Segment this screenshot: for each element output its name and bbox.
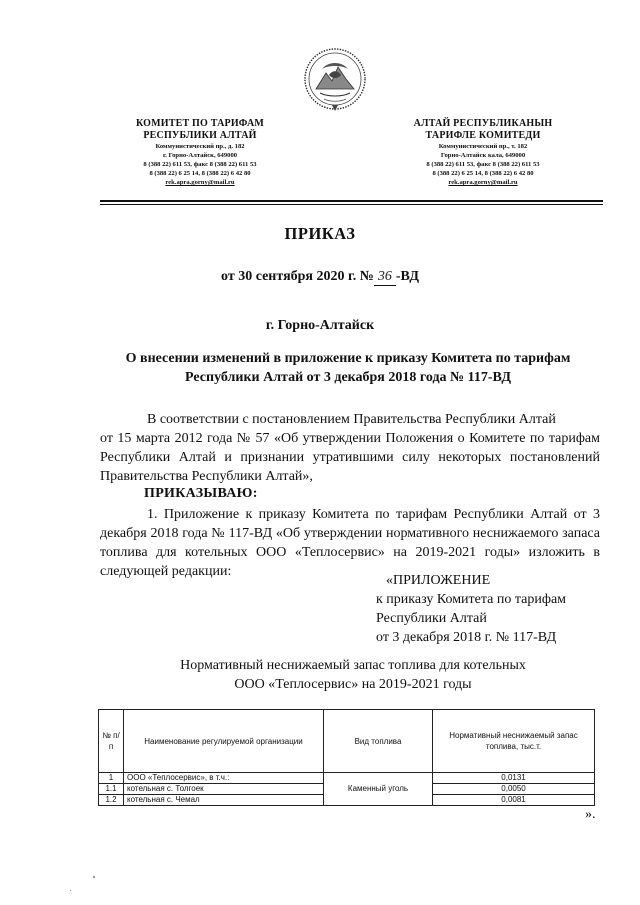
appendix-title: «ПРИЛОЖЕНИЕ [386,573,491,588]
preamble-paragraph [100,410,600,486]
order-date-prefix: от 30 сентября 2020 г. № [221,269,374,284]
org-phone2: 8 (388 22) 6 25 14, 8 (388 22) 6 42 80 [149,170,251,177]
preamble-line1: В соответствии с постановлением Правительства Республики Алтай [147,412,556,427]
org-name-line2: РЕСПУБЛИКИ АЛТАЙ [143,130,257,141]
row-value: 0,0131 [433,773,595,784]
org-address2: Горно-Алтайск кала, 649000 [440,152,526,159]
letterhead-divider-thick [100,200,603,202]
row-num: 1.2 [99,795,124,806]
org-phone1: 8 (388 22) 611 53, факс 8 (388 22) 611 53 [143,161,257,168]
org-address2: г. Горно-Алтайск, 649000 [162,152,238,159]
header-value: Нормативный неснижаемый запас топлива, тыс.т. [433,710,595,773]
row-value: 0,0050 [433,784,595,795]
table-header-row [99,710,595,773]
item-1-paragraph [100,505,600,581]
letterhead-divider-thin [100,204,603,205]
appendix-header [376,571,606,647]
city: г. Горно-Алтайск [265,318,375,333]
header-num: № п/п [99,710,124,773]
org-name-line1: АЛТАЙ РЕСПУБЛИКАНЫН [413,118,553,129]
org-address1: Коммунистический пр., т. 182 [438,143,528,150]
row-name: ООО «Теплосервис», в т.ч.: [124,773,324,784]
closing-quote-mark: ». [585,807,596,822]
fuel-type-cell: Каменный уголь [324,773,433,806]
letterhead-left [100,118,300,187]
org-name-line2: ТАРИФЛЕ КОМИТЕДИ [425,130,541,141]
coat-of-arms-emblem [302,45,368,117]
org-address1: Коммунистический пр., д. 182 [155,143,245,150]
header-name: Наименование регулируемой организации [124,710,324,773]
org-name-line1: КОМИТЕТ ПО ТАРИФАМ [135,118,265,129]
item-1-text: 1. Приложение к приказу Комитета по тарифам Республики Алтай от 3 декабря 2018 года № 117-ВД «Об утверждении нормативного неснижаемого запаса топлива для котельных ООО «Теплосервис» на 2019-2021 годы» изложить в следующей редакции: [100,507,600,579]
preamble-rest: от 15 марта 2012 года № 57 «Об утверждении Положения о Комитете по тарифам Республики Алтай и признании утратившими силу некоторых постановлений Правительства Республики Алтай», [100,431,600,484]
row-value: 0,0081 [433,795,595,806]
appendix-line2: Республики Алтай [376,611,487,626]
order-subject: О внесении изменений в приложение к приказу Комитета по тарифам Республики Алтай от 3 декабря 2018 года № 117-ВД [125,351,571,385]
table-caption-line2: ООО «Теплосервис» на 2019-2021 годы [234,677,472,692]
header-fuel: Вид топлива [324,710,433,773]
order-word: ПРИКАЗЫВАЮ: [144,486,258,501]
letterhead-right [383,118,583,187]
scan-speck [70,890,71,891]
row-num: 1.1 [99,784,124,795]
row-num: 1 [99,773,124,784]
appendix-line3: от 3 декабря 2018 г. № 117-ВД [376,630,557,645]
org-phone2: 8 (388 22) 6 25 14, 8 (388 22) 6 42 80 [432,170,534,177]
order-date-line [0,269,640,286]
row-name: котельная с. Толгоек [124,784,324,795]
org-email: rek.apra.gorny@mail.ru [165,179,235,186]
order-number-suffix: -ВД [395,269,419,284]
row-name: котельная с. Чемал [124,795,324,806]
org-phone1: 8 (388 22) 611 53, факс 8 (388 22) 611 53 [426,161,540,168]
table-caption [0,656,640,694]
table-caption-line1: Нормативный неснижаемый запас топлива для котельных [180,658,526,673]
appendix-line1: к приказу Комитета по тарифам [376,592,567,607]
org-email: rek.apra.gorny@mail.ru [448,179,518,186]
scan-speck [93,876,95,878]
order-number-handwritten: 36 [374,269,396,286]
document-title: ПРИКАЗ [284,224,356,243]
fuel-reserve-table [98,709,595,806]
table-row [99,773,595,784]
